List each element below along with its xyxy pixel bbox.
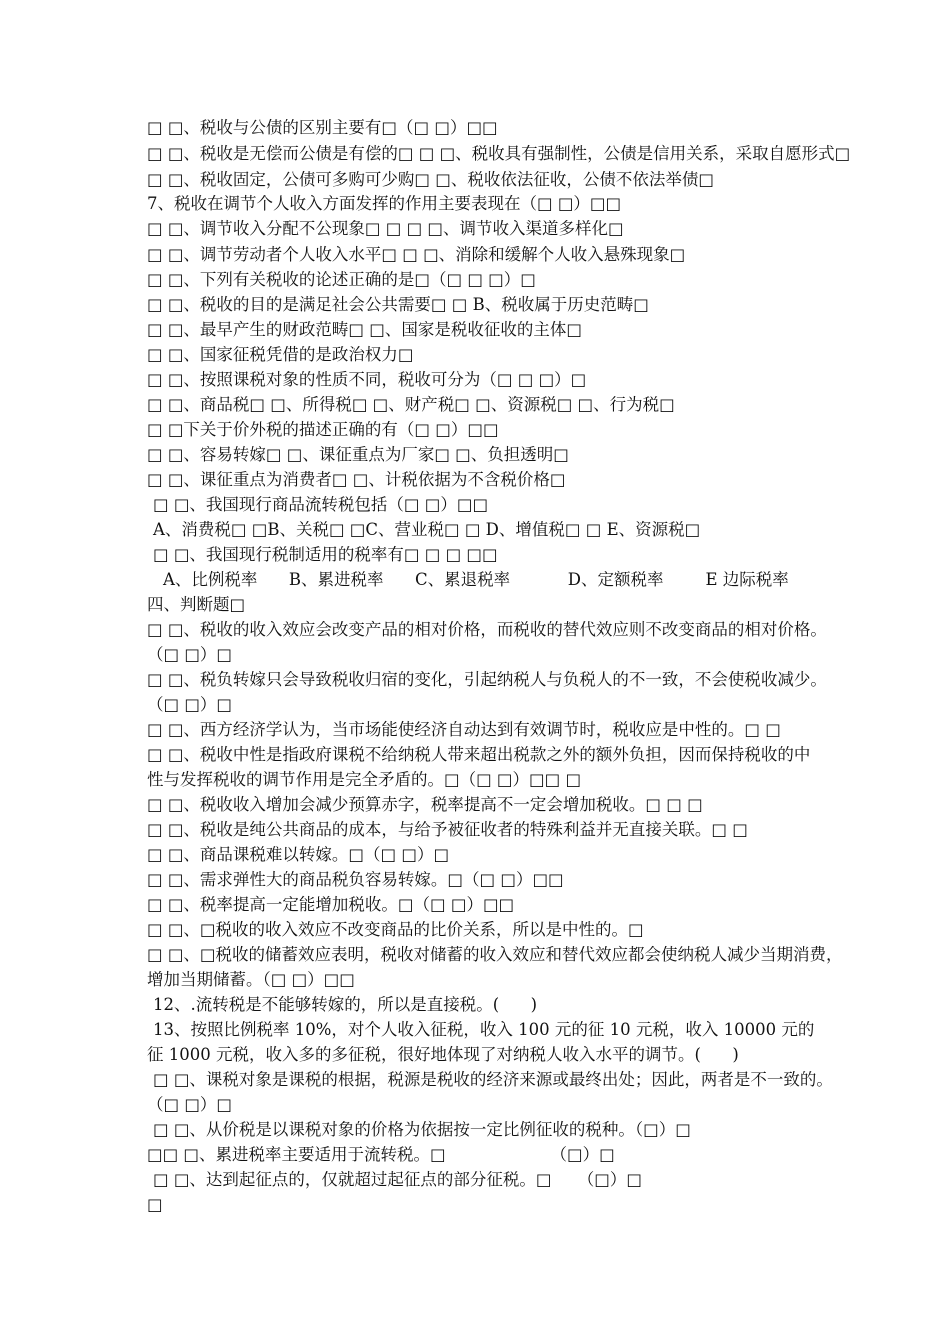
text-line: 征 1000 元税，收入多的多征税，很好地体现了对纳税人收入水平的调节。( ) xyxy=(147,1045,739,1064)
question-line: 12、.流转税是不能够转嫁的，所以是直接税。( ) xyxy=(153,995,538,1014)
question-line: □ □、商品课税难以转嫁。□（□ □）□ xyxy=(147,845,450,864)
question-line: □ □、□税收的收入效应不改变商品的比价关系，所以是中性的。□ xyxy=(147,920,644,939)
question-line: □ □、下列有关税收的论述正确的是□（□ □ □）□ xyxy=(147,270,536,289)
text-line: □ □、最早产生的财政范畴□ □、国家是税收征收的主体□ xyxy=(147,320,582,339)
section-heading: 四、判断题□ xyxy=(147,595,246,614)
text-line: 性与发挥税收的调节作用是完全矛盾的。□（□ □）□□ □ xyxy=(147,770,582,789)
question-line: □ □、税负转嫁只会导致税收归宿的变化，引起纳税人与负税人的不一致，不会使税收减少。 xyxy=(147,670,827,689)
question-line: □ □、税率提高一定能增加税收。□（□ □）□□ xyxy=(147,895,515,914)
question-line: □ □、□税收的储蓄效应表明，税收对储蓄的收入效应和替代效应都会使纳税人减少当期消费， xyxy=(147,945,843,964)
text-line: □ □、调节收入分配不公现象□ □ □ □、调节收入渠道多样化□ xyxy=(147,219,624,238)
text-line: □ □、商品税□ □、所得税□ □、财产税□ □、资源税□ □、行为税□ xyxy=(147,395,675,414)
text-line: （□ □）□ xyxy=(147,1095,233,1114)
question-line: □□ □、累进税率主要适用于流转税。□ （□）□ xyxy=(147,1145,615,1164)
text-line: □ □、税收固定，公债可多购可少购□ □、税收依法征收，公债不依法举债□ xyxy=(147,170,714,189)
question-line: □ □、课税对象是课税的根据，税源是税收的经济来源或最终出处；因此，两者是不一致的。 xyxy=(153,1070,833,1089)
question-line: □ □下关于价外税的描述正确的有（□ □）□□ xyxy=(147,420,499,439)
text-line: □ □、容易转嫁□ □、课征重点为厂家□ □、负担透明□ xyxy=(147,445,569,464)
question-line: □ □、税收是纯公共商品的成本，与给予被征收者的特殊利益并无直接关联。□ □ xyxy=(147,820,748,839)
text-line: □ □、税收的目的是满足社会公共需要□ □ B、税收属于历史范畴□ xyxy=(147,295,649,314)
text-line: □ □、税收与公债的区别主要有□（□ □）□□ xyxy=(147,118,498,137)
text-line: □ xyxy=(147,1195,163,1214)
question-line: □ □、从价税是以课税对象的价格为依据按一定比例征收的税种。（□）□ xyxy=(153,1120,691,1139)
text-line: □ □、调节劳动者个人收入水平□ □ □、消除和缓解个人收入悬殊现象□ xyxy=(147,245,686,264)
question-line: 7、税收在调节个人收入方面发挥的作用主要表现在（□ □）□□ xyxy=(147,194,622,213)
question-line: □ □、西方经济学认为，当市场能使经济自动达到有效调节时，税收应是中性的。□ □ xyxy=(147,720,781,739)
text-line: A、消费税□ □B、关税□ □C、营业税□ □ D、增值税□ □ E、资源税□ xyxy=(153,520,701,539)
question-line: □ □、我国现行商品流转税包括（□ □）□□ xyxy=(153,495,489,514)
text-line: （□ □）□ xyxy=(147,695,233,714)
question-line: □ □、税收中性是指政府课税不给纳税人带来超出税款之外的额外负担，因而保持税收的中 xyxy=(147,745,811,764)
text-line: □ □、国家征税凭借的是政治权力□ xyxy=(147,345,414,364)
question-line: □ □、我国现行税制适用的税率有□ □ □ □□ xyxy=(153,545,498,564)
text-line: □ □、课征重点为消费者□ □、计税依据为不含税价格□ xyxy=(147,470,566,489)
text-line: □ □、税收是无偿而公债是有偿的□ □ □、税收具有强制性，公债是信用关系，采取自愿形式□ xyxy=(147,144,851,163)
text-line: （□ □）□ xyxy=(147,645,233,664)
question-line: □ □、达到起征点的，仅就超过起征点的部分征税。□ （□）□ xyxy=(153,1170,642,1189)
text-line: A、比例税率 B、累进税率 C、累退税率 D、定额税率 E 边际税率 xyxy=(163,570,789,589)
question-line: □ □、需求弹性大的商品税负容易转嫁。□（□ □）□□ xyxy=(147,870,564,889)
question-line: □ □、按照课税对象的性质不同，税收可分为（□ □ □）□ xyxy=(147,370,587,389)
question-line: □ □、税收的收入效应会改变产品的相对价格，而税收的替代效应则不改变商品的相对价格。 xyxy=(147,620,827,639)
question-line: □ □、税收收入增加会减少预算赤字，税率提高不一定会增加税收。□ □ □ xyxy=(147,795,703,814)
question-line: 13、按照比例税率 10%，对个人收入征税，收入 100 元的征 10 元税，收入 10000 元的 xyxy=(153,1020,815,1039)
text-line: 增加当期储蓄。（□ □）□□ xyxy=(147,970,355,989)
